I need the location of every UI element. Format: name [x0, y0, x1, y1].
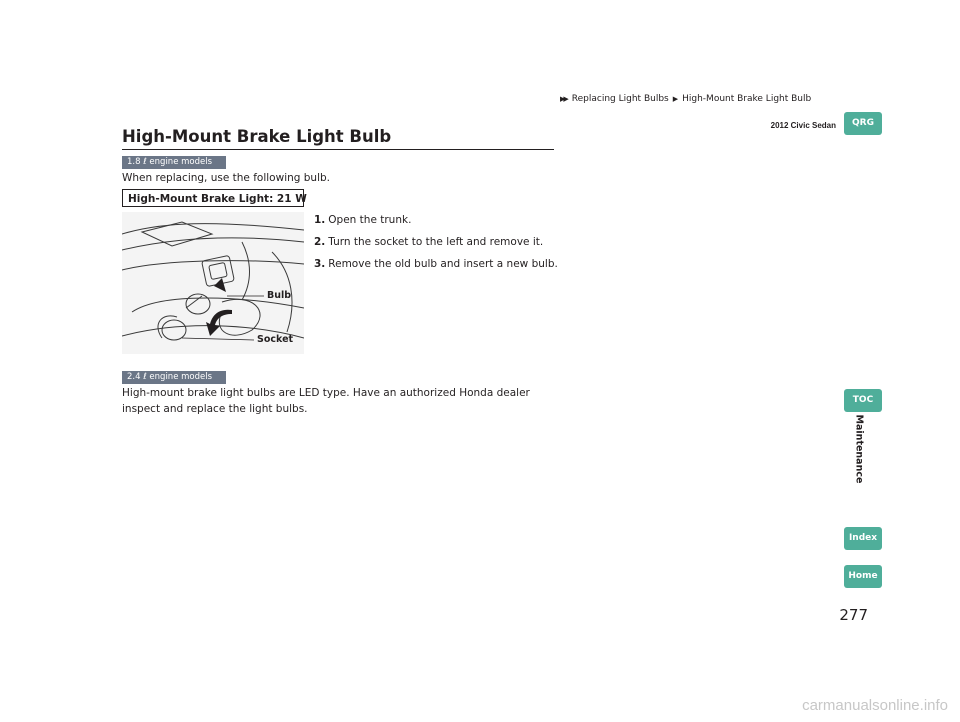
home-button[interactable]: Home — [844, 565, 882, 588]
led-note: High-mount brake light bulbs are LED type. Have an authorized Honda dealer inspect and replace the light bulbs. — [122, 387, 530, 415]
intro-text: When replacing, use the following bulb. — [122, 172, 331, 184]
section-label: Maintenance — [853, 414, 865, 484]
breadcrumb-item[interactable]: High-Mount Brake Light Bulb — [682, 94, 812, 104]
step-list — [314, 214, 558, 280]
page-title: High-Mount Brake Light Bulb — [122, 127, 392, 146]
step-item: 2. Turn the socket to the left and remove it. — [314, 236, 544, 248]
index-button[interactable]: Index — [844, 527, 882, 550]
breadcrumb-item[interactable]: Replacing Light Bulbs — [571, 94, 669, 104]
title-divider — [122, 149, 554, 150]
engine-tag-1-8: 1.8 ℓ engine models — [122, 156, 226, 169]
socket-label: Socket — [257, 334, 294, 345]
qrg-button[interactable]: QRG — [844, 112, 882, 135]
illustration-drawing — [122, 212, 304, 354]
breadcrumb-arrow-icon: ▶▶ — [560, 95, 567, 103]
watermark: carmanualsonline.info — [802, 697, 948, 714]
step-item: 1. Open the trunk. — [314, 214, 412, 226]
bulb-spec-box: High-Mount Brake Light: 21 W — [122, 189, 304, 207]
breadcrumb — [560, 94, 811, 104]
model-name: 2012 Civic Sedan — [770, 121, 836, 130]
step-item: 3. Remove the old bulb and insert a new bulb. — [314, 258, 558, 270]
bulb-illustration — [122, 212, 304, 354]
toc-button[interactable]: TOC — [844, 389, 882, 412]
page-number: 277 — [839, 606, 868, 624]
engine-tag-2-4: 2.4 ℓ engine models — [122, 371, 226, 384]
breadcrumb-separator-icon: ▶ — [672, 95, 679, 103]
bulb-label: Bulb — [267, 290, 292, 301]
